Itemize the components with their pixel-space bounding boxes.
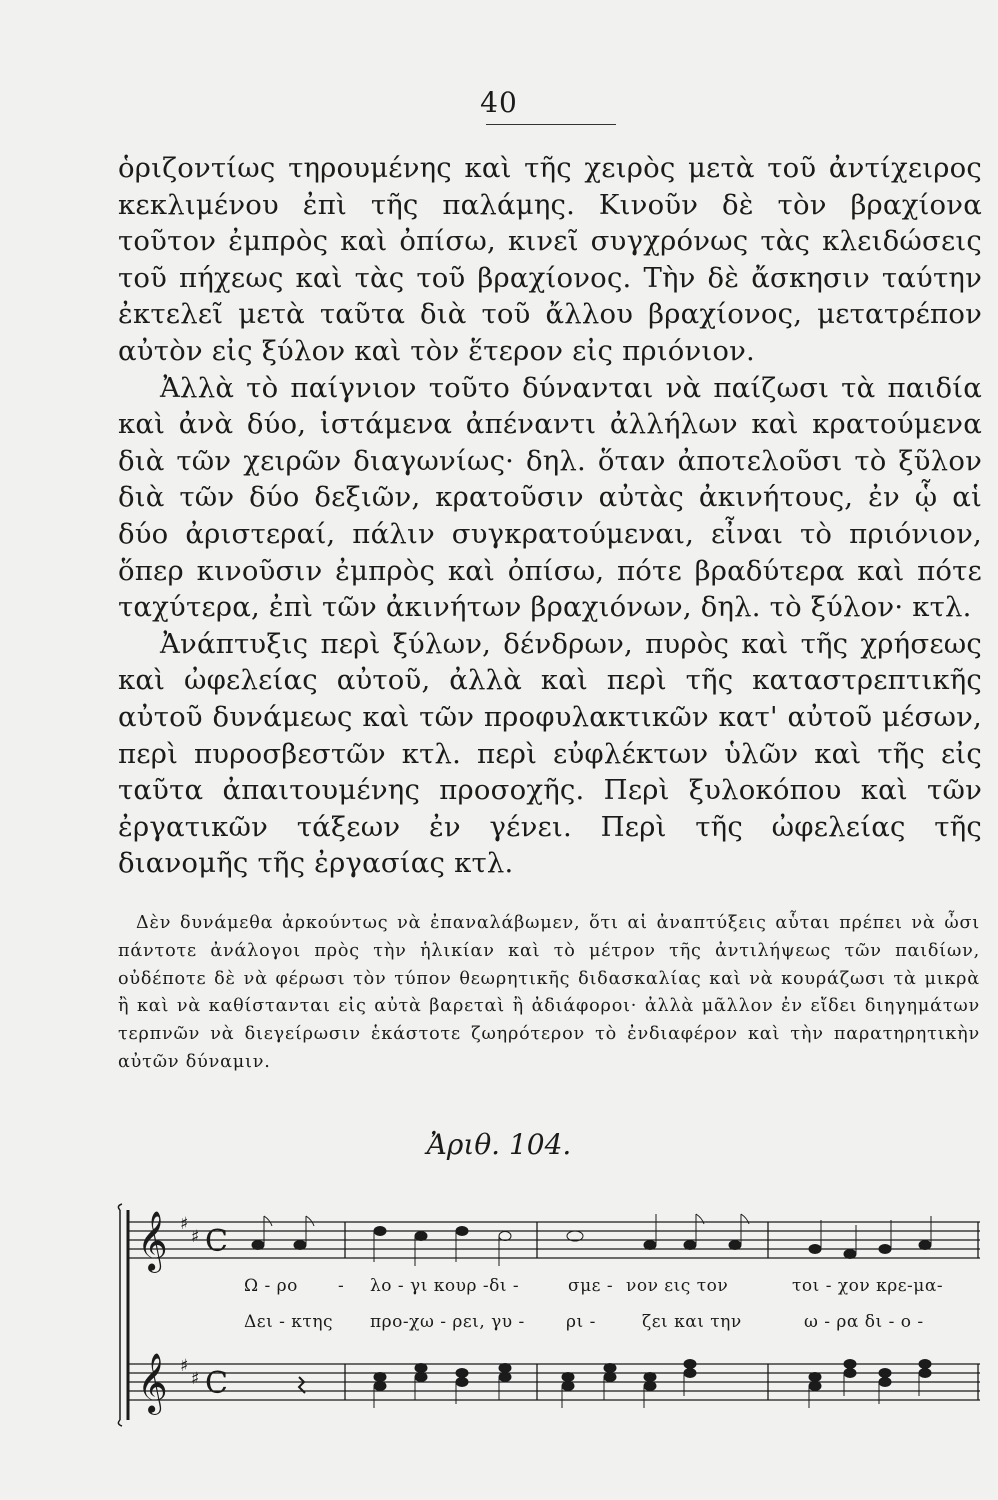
accompaniment-notes xyxy=(299,1360,931,1409)
lyric: Δει - κτης xyxy=(244,1312,334,1332)
svg-text:𝄞: 𝄞 xyxy=(137,1211,168,1271)
svg-text:♯: ♯ xyxy=(191,1227,200,1247)
paragraph-3: Ἀνάπτυξις περὶ ξύλων, δένδρων, πυρὸς καὶ τῆς χρήσεως καὶ ὠφελείας αὐτοῦ, ἀλλὰ καὶ περὶ τῆς καταστρεπτικῆς αὐτοῦ δυνάμεως καὶ τῶν προφυλακτικῶν κατ' αὐτοῦ μέσων, περὶ πυροσβεστῶν κτλ. περὶ εὐφλέκτων ὑλῶν καὶ τῆς εἰς ταῦτα ἀπαιτουμένης προσοχῆς. Περὶ ξυλοκόπου καὶ τῶν ἐργατικῶν τάξεων ἐν γένει. Περὶ τῆς ὠφελείας τῆς διανομῆς τῆς ἐργασίας κτλ. xyxy=(118,627,982,880)
svg-text:♯: ♯ xyxy=(191,1369,200,1389)
page-number: 40 xyxy=(480,86,518,119)
lyrics-line-1 xyxy=(0,1276,998,1306)
paragraph-1: ὁριζοντίως τηρουμένης καὶ τῆς χειρὸς μετὰ τοῦ ἀντίχειρος κεκλιμένου ἐπὶ τῆς παλάμης. Κινοῦν δὲ τὸν βραχίονα τοῦτον ἐμπρὸς καὶ ὀπίσω, κινεῖ συγχρόνως τὰς κλειδώσεις τοῦ πήχεως καὶ τὰς τοῦ βραχίονος. Τὴν δὲ ἄσκησιν ταύτην ἐκτελεῖ μετὰ ταῦτα διὰ τοῦ ἄλλου βραχίονος, μετατρέπον αὐτὸν εἰς ξύλον καὶ τὸν ἕτερον εἰς πριόνιον. xyxy=(118,152,982,367)
time-signature-upper: C xyxy=(205,1224,228,1259)
lyric: ω - ρα δι - ο - xyxy=(804,1312,924,1332)
lyric: τοι - χον κρε-μα- xyxy=(792,1276,944,1296)
lyric: λο - γι κουρ -δι - xyxy=(370,1276,520,1296)
lyrics-line-2 xyxy=(0,1312,998,1342)
svg-text:♯: ♯ xyxy=(180,1356,189,1376)
time-signature-lower: C xyxy=(205,1366,228,1401)
lyric: - xyxy=(338,1276,345,1296)
treble-clef-upper xyxy=(137,1211,168,1273)
treble-clef-lower xyxy=(137,1353,168,1415)
svg-text:𝄞: 𝄞 xyxy=(137,1353,168,1413)
lyric: ζει και την xyxy=(642,1312,742,1332)
paragraph-2: Ἀλλὰ τὸ παίγνιον τοῦτο δύνανται νὰ παίζωσι τὰ παιδία καὶ ἀνὰ δύο, ἱστάμενα ἀπέναντι ἀλλήλων καὶ κρατούμενα διὰ τῶν χειρῶν διαγωνίως· δηλ. ὅταν ἀποτελοῦσι τὸ ξῦλον διὰ τῶν δύο δεξιῶν, κρατοῦσιν αὐτὰς ἀκινήτους, ἐν ᾧ αἱ δύο ἀριστεραί, πάλιν συγκρατούμεναι, εἶναι τὸ πριόνιον, ὅπερ κινοῦσιν ἐμπρὸς καὶ ὀπίσω, πότε βραδύτερα καὶ πότε ταχύτερα, ἐπὶ τῶν ἀκινήτων βραχιόνων, δηλ. τὸ ξύλον· κτλ. xyxy=(118,371,982,624)
lyric: νον εις τον xyxy=(626,1276,729,1296)
lyric: προ-χω - ρει, γυ - xyxy=(370,1312,525,1332)
lyric: σμε - xyxy=(568,1276,614,1296)
lyric: Ω - ρο xyxy=(244,1276,298,1296)
footnote-text: Δὲν δυνάμεθα ἀρκούντως νὰ ἐπαναλάβωμεν, ὅτι αἱ ἀναπτύξεις αὗται πρέπει νὰ ὦσι πάντοτε ἀνάλογοι πρὸς τὴν ἡλικίαν καὶ τὸ μέτρον τῆς ἀντιλήψεως τῶν παιδίων, οὐδέποτε δὲ νὰ φέρωσι τὸν τύπον θεωρητικῆς διδασκαλίας καὶ νὰ κουράζωσι τὰ μικρὰ ἢ καὶ νὰ καθίστανται εἰς αὐτὰ βαρεταὶ ἢ ἀδιάφοροι· ἀλλὰ μᾶλλον ἐν εἴδει διηγημάτων τερπνῶν νὰ διεγείρωσιν ἑκάστοτε ζωηρότερον τὸ ἐνδιαφέρον καὶ τὴν παρατηρητικὴν αὐτῶν δύναμιν. xyxy=(118,913,980,1072)
lyric: ρι - xyxy=(566,1312,596,1332)
figure-label: Ἀριθ. 104. xyxy=(426,1128,572,1161)
svg-text:♯: ♯ xyxy=(180,1214,189,1234)
